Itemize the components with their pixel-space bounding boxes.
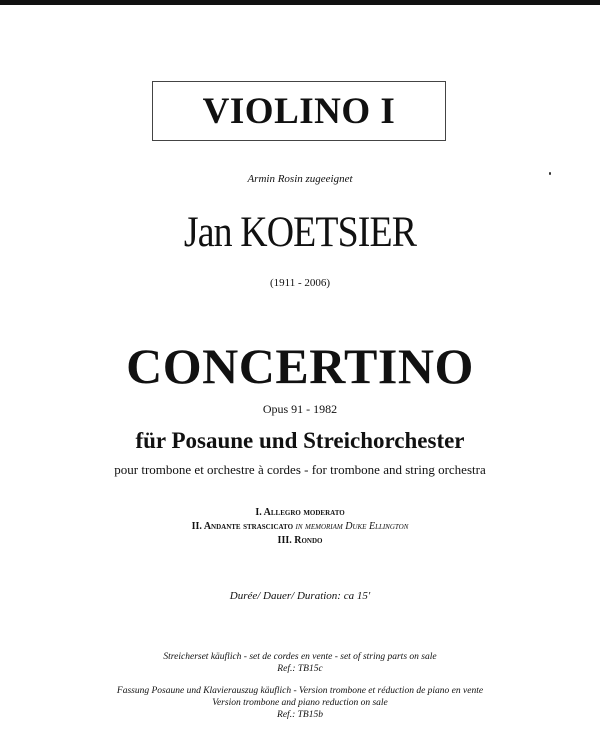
duration: Durée/ Dauer/ Duration: ca 15' — [229, 590, 371, 602]
movement-1 — [0, 507, 600, 518]
movement-3 — [0, 535, 600, 546]
dedication: Armin Rosin zugeeignet — [247, 173, 353, 185]
part-name: VIOLINO I — [202, 90, 396, 132]
opus-number: Opus 91 - 1982 — [262, 402, 338, 416]
work-title: CONCERTINO — [126, 338, 474, 394]
movement-1-label: I. Allegro moderato — [255, 507, 345, 518]
movement-2-label: II. Andante strascicato — [191, 521, 294, 532]
subtitle-french-english: pour trombone et orchestre à cordes - for trombone and string orchestra — [114, 462, 486, 477]
piano-version-note-english: Version trombone and piano reduction on sale — [212, 698, 388, 708]
movement-2-dedication: in memoriam Duke Ellington — [295, 521, 409, 532]
string-set-ref: Ref.: TB15c — [277, 664, 323, 674]
subtitle-german: für Posaune und Streichorchester — [135, 428, 465, 453]
part-name-box — [152, 81, 446, 141]
composer-name: Jan KOETSIER — [183, 209, 417, 256]
string-set-note: Streicherset käuflich - set de cordes en vente - set of string parts on sale — [163, 652, 437, 662]
piano-version-ref: Ref.: TB15b — [277, 710, 323, 720]
piano-version-note: Fassung Posaune und Klavierauszug käuflich - Version trombone et réduction de piano en vente — [116, 686, 484, 696]
movement-3-label: III. Rondo — [277, 535, 323, 546]
composer-dates: (1911 - 2006) — [269, 277, 331, 289]
title-page — [0, 5, 600, 740]
movement-2 — [0, 521, 600, 532]
